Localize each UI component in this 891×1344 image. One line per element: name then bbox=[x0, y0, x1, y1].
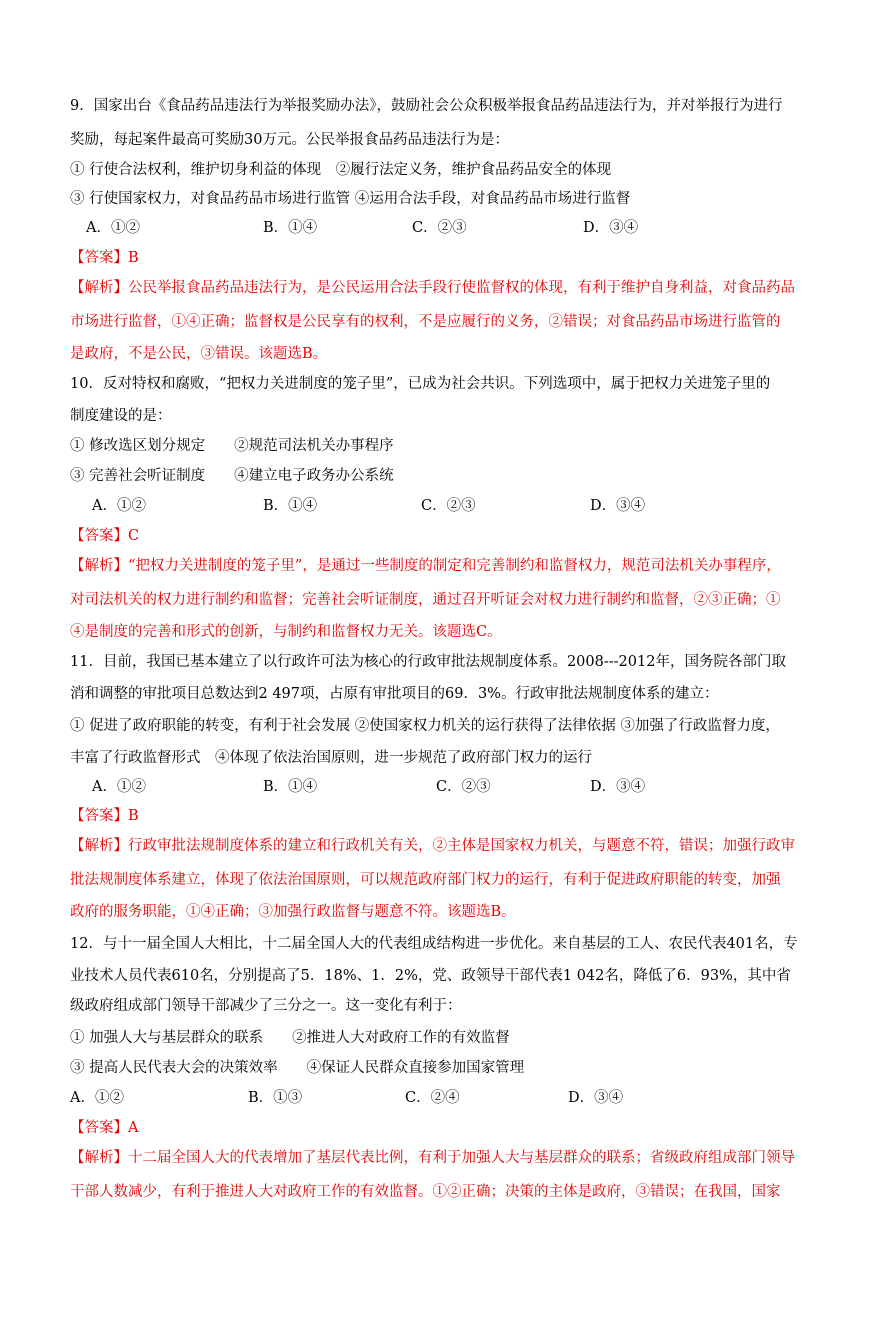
q11-option-a: A．①② bbox=[92, 779, 146, 795]
q9-item-line-2: ③ 行使国家权力，对食品药品市场进行监管 ④运用合法手段，对食品药品市场进行监督 bbox=[70, 191, 631, 207]
q11-answer: 【答案】B bbox=[70, 808, 139, 824]
q10-analysis-line-2: 对司法机关的权力进行制约和监督；完善社会听证制度，通过召开听证会对权力进行制约和监督，②③正确；① bbox=[70, 592, 781, 608]
q12-stem-line-3: 级政府组成部门领导干部减少了三分之一。这一变化有利于： bbox=[70, 998, 462, 1014]
q9-option-d: D．③④ bbox=[583, 220, 639, 236]
q12-option-c: C．②④ bbox=[405, 1090, 460, 1106]
q10-item-line-1: ① 修改选区划分规定 ②规范司法机关办事程序 bbox=[70, 438, 394, 454]
q10-answer: 【答案】C bbox=[70, 528, 140, 544]
q12-stem-line-2: 业技术人员代表610名，分别提高了5．18%、1．2%，党、政领导干部代表1 042名，降低了6．93%，其中省 bbox=[70, 968, 791, 984]
q12-item-line-1: ① 加强人大与基层群众的联系 ②推进人大对政府工作的有效监督 bbox=[70, 1030, 510, 1046]
q10-option-c: C．②③ bbox=[421, 498, 476, 514]
q10-stem-line-2: 制度建设的是： bbox=[70, 408, 172, 424]
q12-analysis-line-2: 干部人数减少，有利于推进人大对政府工作的有效监督。①②正确；决策的主体是政府，③错误；在我国，国家 bbox=[70, 1184, 781, 1200]
q9-stem-line-1: 9．国家出台《食品药品违法行为举报奖励办法》，鼓励社会公众积极举报食品药品违法行为，并对举报行为进行 bbox=[70, 98, 783, 114]
q12-item-line-2: ③ 提高人民代表大会的决策效率 ④保证人民群众直接参加国家管理 bbox=[70, 1060, 525, 1076]
q12-option-d: D．③④ bbox=[568, 1090, 624, 1106]
q11-analysis-line-2: 批法规制度体系建立，体现了依法治国原则，可以规范政府部门权力的运行，有利于促进政府职能的转变，加强 bbox=[70, 872, 781, 888]
q11-option-b: B．①④ bbox=[263, 779, 318, 795]
q11-analysis-line-3: 政府的服务职能，①④正确；③加强行政监督与题意不符。该题选B。 bbox=[70, 904, 516, 920]
q11-item-line-1: ① 促进了政府职能的转变，有利于社会发展 ②使国家权力机关的运行获得了法律依据 ③加强了行政监督力度， bbox=[70, 718, 780, 734]
q10-option-a: A．①② bbox=[92, 498, 146, 514]
q10-analysis-line-3: ④是制度的完善和形式的创新，与制约和监督权力无关。该题选C。 bbox=[70, 624, 502, 640]
q10-analysis-line-1: 【解析】“把权力关进制度的笼子里”，是通过一些制度的制定和完善制约和监督权力，规范司法机关办事程序， bbox=[70, 558, 781, 574]
q12-answer: 【答案】A bbox=[70, 1120, 139, 1136]
q12-option-b: B．①③ bbox=[248, 1090, 303, 1106]
q10-stem-line-1: 10．反对特权和腐败，“把权力关进制度的笼子里”，已成为社会共识。下列选项中，属于把权力关进笼子里的 bbox=[70, 376, 771, 392]
q11-option-d: D．③④ bbox=[590, 779, 646, 795]
q12-option-a: A．①② bbox=[70, 1090, 124, 1106]
q9-answer: 【答案】B bbox=[70, 250, 139, 266]
q10-option-b: B．①④ bbox=[263, 498, 318, 514]
q10-option-d: D．③④ bbox=[590, 498, 646, 514]
q12-analysis-line-1: 【解析】十二届全国人大的代表增加了基层代表比例，有利于加强人大与基层群众的联系；省级政府组成部门领导 bbox=[70, 1150, 795, 1166]
q10-item-line-2: ③ 完善社会听证制度 ④建立电子政务办公系统 bbox=[70, 468, 394, 484]
q9-option-b: B．①④ bbox=[263, 220, 318, 236]
q11-stem-line-1: 11．目前，我国已基本建立了以行政许可法为核心的行政审批法规制度体系。2008---2012年，国务院各部门取 bbox=[70, 654, 786, 670]
q9-stem-line-2: 奖励，每起案件最高可奖励30万元。公民举报食品药品违法行为是： bbox=[70, 132, 509, 148]
q11-item-line-2: 丰富了行政监督形式 ④体现了依法治国原则，进一步规范了政府部门权力的运行 bbox=[70, 750, 592, 766]
q9-analysis-line-3: 是政府，不是公民，③错误。该题选B。 bbox=[70, 346, 328, 362]
q9-item-line-1: ① 行使合法权利，维护切身利益的体现 ②履行法定义务，维护食品药品安全的体现 bbox=[70, 162, 612, 178]
q11-option-c: C．②③ bbox=[436, 779, 491, 795]
q11-analysis-line-1: 【解析】行政审批法规制度体系的建立和行政机关有关，②主体是国家权力机关，与题意不符，错误；加强行政审 bbox=[70, 838, 795, 854]
q9-option-c: C．②③ bbox=[412, 220, 467, 236]
q11-stem-line-2: 消和调整的审批项目总数达到2 497项，占原有审批项目的69．3%。行政审批法规制度体系的建立： bbox=[70, 686, 719, 702]
q12-stem-line-1: 12．与十一届全国人大相比，十二届全国人大的代表组成结构进一步优化。来自基层的工人、农民代表401名，专 bbox=[70, 936, 798, 952]
q9-analysis-line-2: 市场进行监督，①④正确；监督权是公民享有的权利，不是应履行的义务，②错误；对食品药品市场进行监管的 bbox=[70, 314, 781, 330]
q9-option-a: A．①② bbox=[86, 220, 140, 236]
q9-analysis-line-1: 【解析】公民举报食品药品违法行为，是公民运用合法手段行使监督权的体现，有利于维护自身利益，对食品药品 bbox=[70, 280, 795, 296]
